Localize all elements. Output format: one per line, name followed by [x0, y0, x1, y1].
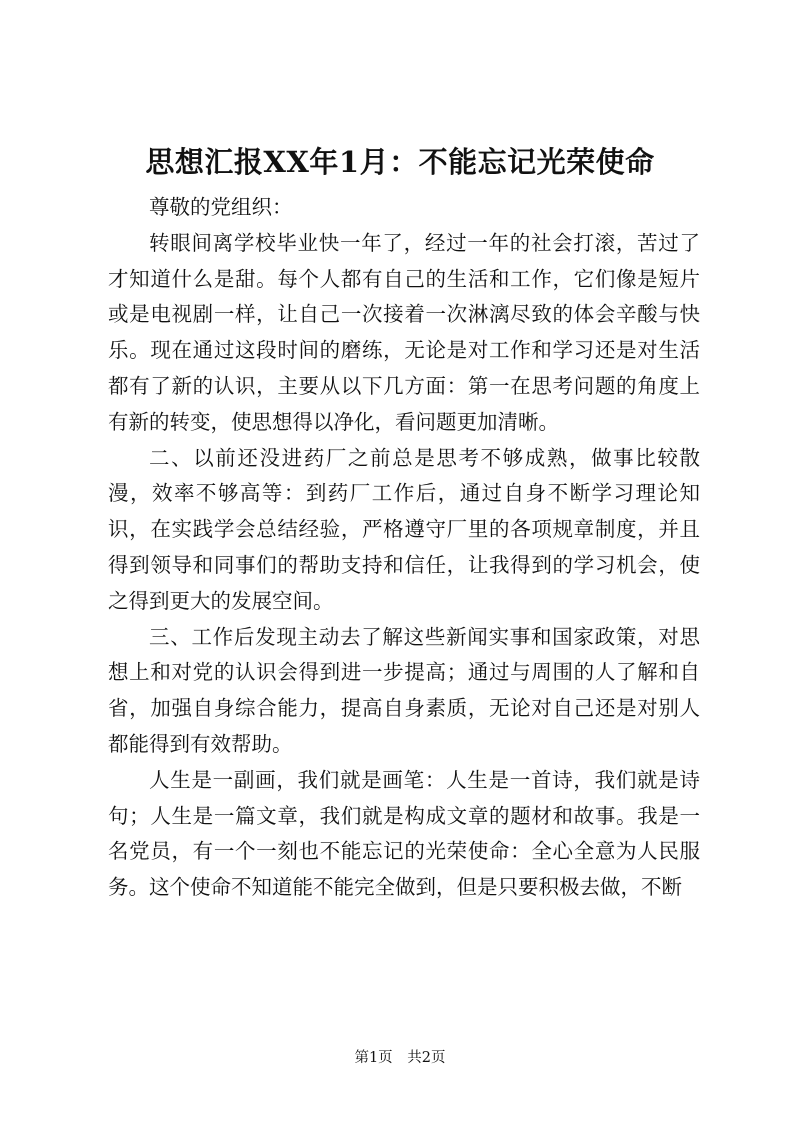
page-footer: [0, 1047, 800, 1069]
document-title: 思想汇报XX年1月：不能忘记光荣使命: [145, 145, 655, 179]
paragraph-1: 转眼间离学校毕业快一年了，经过一年的社会打滚，苦过了才知道什么是甜。每个人都有自己的生活和工作，它们像是短片或是电视剧一样，让自己一次接着一次淋漓尽致的体会辛酸与快乐。现在通过这段时间的磨练，无论是对工作和学习还是对生活都有了新的认识，主要从以下几方面：第一在思考问题的角度上有新的转变，使思想得以净化，看问题更加清晰。: [108, 230, 700, 434]
paragraph-2: 二、以前还没进药厂之前总是思考不够成熟，做事比较散漫，效率不够高等：到药厂工作后，通过自身不断学习理论知识，在实践学会总结经验，严格遵守厂里的各项规章制度，并且得到领导和同事们的帮助支持和信任，让我得到的学习机会，使之得到更大的发展空间。: [108, 445, 700, 613]
paragraph-3: 三、工作后发现主动去了解这些新闻实事和国家政策，对思想上和对党的认识会得到进一步提高；通过与周围的人了解和自省，加强自身综合能力，提高自身素质，无论对自己还是对别人都能得到有效帮助。: [108, 624, 700, 756]
page-total: 共2页: [407, 1050, 446, 1066]
document-body: [108, 190, 700, 906]
paragraph-4: 人生是一副画，我们就是画笔：人生是一首诗，我们就是诗句；人生是一篇文章，我们就是构成文章的题材和故事。我是一名党员，有一个一刻也不能忘记的光荣使命：全心全意为人民服务。这个使命不知道能不能完全做到，但是只要积极去做，不断: [108, 767, 700, 900]
salutation: 尊敬的党组织：: [149, 195, 293, 219]
page-number: 第1页: [354, 1050, 393, 1066]
